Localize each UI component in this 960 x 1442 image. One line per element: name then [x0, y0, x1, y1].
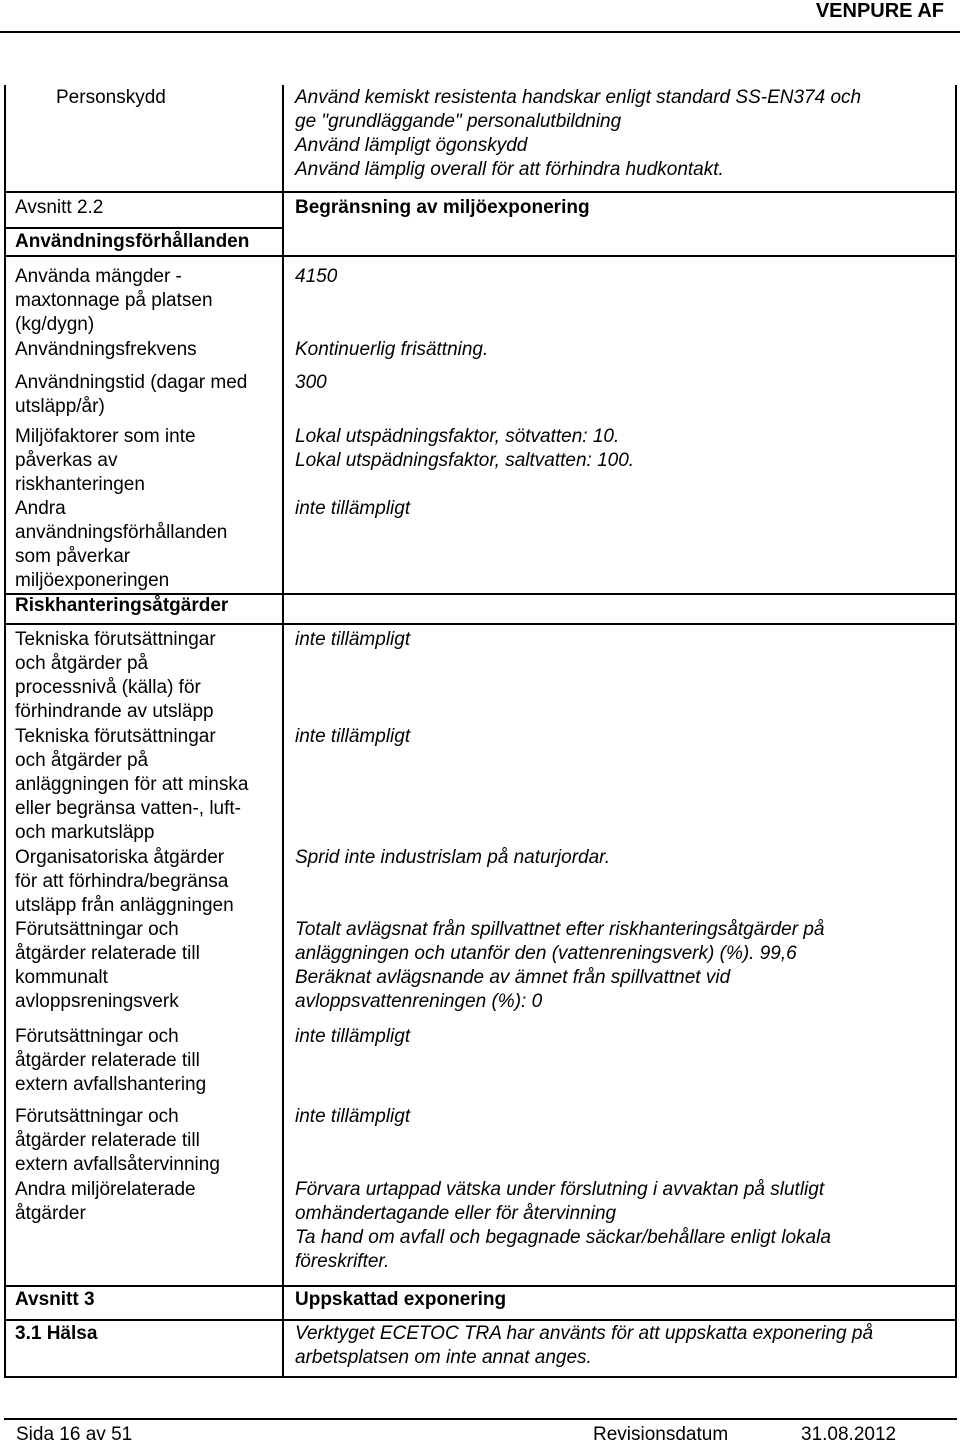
text-line: kommunalt	[15, 967, 108, 988]
table-border-bottom	[4, 1376, 957, 1378]
text-line: Lokal utspädningsfaktor, saltvatten: 100.	[295, 450, 635, 471]
value-frekvens: Kontinuerlig frisättning.	[295, 339, 489, 360]
text-line: arbetsplatsen om inte annat anges.	[295, 1347, 592, 1368]
text-line: Ta hand om avfall och begagnade säckar/behållare enligt lokala	[295, 1227, 831, 1248]
row-divider	[4, 623, 957, 625]
text-line: Tekniska förutsättningar	[15, 629, 216, 650]
text-line: Använda mängder -	[15, 266, 182, 287]
value-tekniska-anlaggning: inte tillämpligt	[295, 726, 411, 747]
text-line: påverkas av	[15, 450, 118, 471]
text-line: föreskrifter.	[295, 1251, 390, 1272]
text-line: miljöexponeringen	[15, 570, 170, 591]
text-line: eller begränsa vatten-, luft-	[15, 798, 242, 819]
value-personskydd	[295, 86, 945, 182]
text-line: och åtgärder på	[15, 653, 149, 674]
text-line: Miljöfaktorer som inte	[15, 426, 196, 447]
table-border-right	[955, 85, 957, 1378]
value-avfallshantering: inte tillämpligt	[295, 1026, 411, 1047]
label-avsnitt-2-2: Avsnitt 2.2	[15, 197, 104, 218]
value-halsa	[295, 1322, 945, 1370]
exposure-table	[4, 85, 957, 1378]
table-border-left	[4, 85, 6, 1378]
text-line: omhändertagande eller för återvinning	[295, 1203, 617, 1224]
label-anvandningsforhallanden: Användningsförhållanden	[15, 231, 250, 252]
text-line: Använd lämpligt ögonskydd	[295, 135, 528, 156]
text-line: anläggningen för att minska	[15, 774, 249, 795]
text-line: Förvara urtappad vätska under förslutning i avvaktan på slutligt	[295, 1179, 825, 1200]
text-line: förhindrande av utsläpp	[15, 701, 214, 722]
text-line: extern avfallshantering	[15, 1074, 207, 1095]
text-line: Användningstid (dagar med	[15, 372, 248, 393]
text-line: Förutsättningar och	[15, 919, 179, 940]
text-line: processnivå (källa) för	[15, 677, 201, 698]
table-border-middle	[282, 85, 284, 1378]
label-andra-forhallanden	[15, 497, 273, 593]
row-divider	[4, 191, 957, 193]
text-line: användningsförhållanden	[15, 522, 228, 543]
text-line: Andra miljörelaterade	[15, 1179, 196, 1200]
text-line: Förutsättningar och	[15, 1026, 179, 1047]
row-divider	[4, 1319, 957, 1321]
value-avsnitt-3: Uppskattad exponering	[295, 1289, 507, 1310]
value-mangder: 4150	[295, 266, 338, 287]
text-line: (kg/dygn)	[15, 314, 95, 335]
text-line: Använd kemiskt resistenta handskar enligt standard SS-EN374 och	[295, 87, 862, 108]
value-andra-forhallanden: inte tillämpligt	[295, 498, 411, 519]
footer-divider	[4, 1418, 957, 1420]
value-organisatoriska: Sprid inte industrislam på naturjordar.	[295, 847, 611, 868]
label-anvandningstid	[15, 371, 273, 419]
text-line: Tekniska förutsättningar	[15, 726, 216, 747]
text-line: maxtonnage på platsen	[15, 290, 213, 311]
label-frekvens: Användningsfrekvens	[15, 339, 197, 360]
text-line: Organisatoriska åtgärder	[15, 847, 225, 868]
row-divider	[4, 255, 957, 257]
label-miljofaktorer	[15, 425, 273, 497]
label-organisatoriska	[15, 846, 273, 918]
text-line: för att förhindra/begränsa	[15, 871, 229, 892]
row-divider	[4, 227, 282, 229]
text-line: och markutsläpp	[15, 822, 155, 843]
text-line: åtgärder relaterade till	[15, 1050, 200, 1071]
text-line: Beräknat avlägsnande av ämnet från spillvattnet vid	[295, 967, 731, 988]
row-divider	[4, 1285, 957, 1287]
text-line: utsläpp från anläggningen	[15, 895, 234, 916]
text-line: avloppsreningsverk	[15, 991, 179, 1012]
text-line: som påverkar	[15, 546, 131, 567]
label-halsa: 3.1 Hälsa	[15, 1323, 98, 1344]
value-avsnitt-2-2: Begränsning av miljöexponering	[295, 197, 590, 218]
label-avfallshantering	[15, 1025, 273, 1097]
value-miljofaktorer	[295, 425, 945, 473]
text-line: anläggningen och utanför den (vattenreningsverk) (%). 99,6	[295, 943, 797, 964]
label-riskhanteringsatgarder: Riskhanteringsåtgärder	[15, 595, 229, 616]
text-line: ge "grundläggande" personalutbildning	[295, 111, 622, 132]
label-andra-miljoatgarder	[15, 1178, 273, 1226]
value-avfallsatervinning: inte tillämpligt	[295, 1106, 411, 1127]
label-avsnitt-3: Avsnitt 3	[15, 1289, 95, 1310]
text-line: åtgärder relaterade till	[15, 1130, 200, 1151]
revision-date: 31.08.2012	[801, 1424, 897, 1442]
text-line: Verktyget ECETOC TRA har använts för att uppskatta exponering på	[295, 1323, 874, 1344]
value-kommunalt	[295, 918, 945, 1014]
text-line: utsläpp/år)	[15, 396, 105, 417]
text-line: extern avfallsåtervinning	[15, 1154, 220, 1175]
text-line: Förutsättningar och	[15, 1106, 179, 1127]
value-anvandningstid: 300	[295, 372, 327, 393]
label-tekniska-processniva	[15, 628, 273, 724]
label-personskydd: Personskydd	[56, 87, 166, 108]
brand-name: VENPURE AF	[815, 0, 944, 22]
revision-label: Revisionsdatum	[593, 1424, 729, 1442]
page-number: Sida 16 av 51	[16, 1424, 133, 1442]
label-avfallsatervinning	[15, 1105, 273, 1177]
text-line: åtgärder relaterade till	[15, 943, 200, 964]
value-tekniska-processniva: inte tillämpligt	[295, 629, 411, 650]
value-andra-miljoatgarder	[295, 1178, 945, 1274]
label-tekniska-anlaggning	[15, 725, 273, 845]
text-line: Lokal utspädningsfaktor, sötvatten: 10.	[295, 426, 620, 447]
text-line: Andra	[15, 498, 66, 519]
text-line: åtgärder	[15, 1203, 86, 1224]
header-divider	[0, 31, 960, 33]
text-line: Totalt avlägsnat från spillvattnet efter riskhanteringsåtgärder på	[295, 919, 825, 940]
text-line: avloppsvattenreningen (%): 0	[295, 991, 543, 1012]
text-line: Använd lämplig overall för att förhindra hudkontakt.	[295, 159, 724, 180]
text-line: riskhanteringen	[15, 474, 145, 495]
text-line: och åtgärder på	[15, 750, 149, 771]
label-mangder	[15, 265, 273, 337]
label-kommunalt	[15, 918, 273, 1014]
